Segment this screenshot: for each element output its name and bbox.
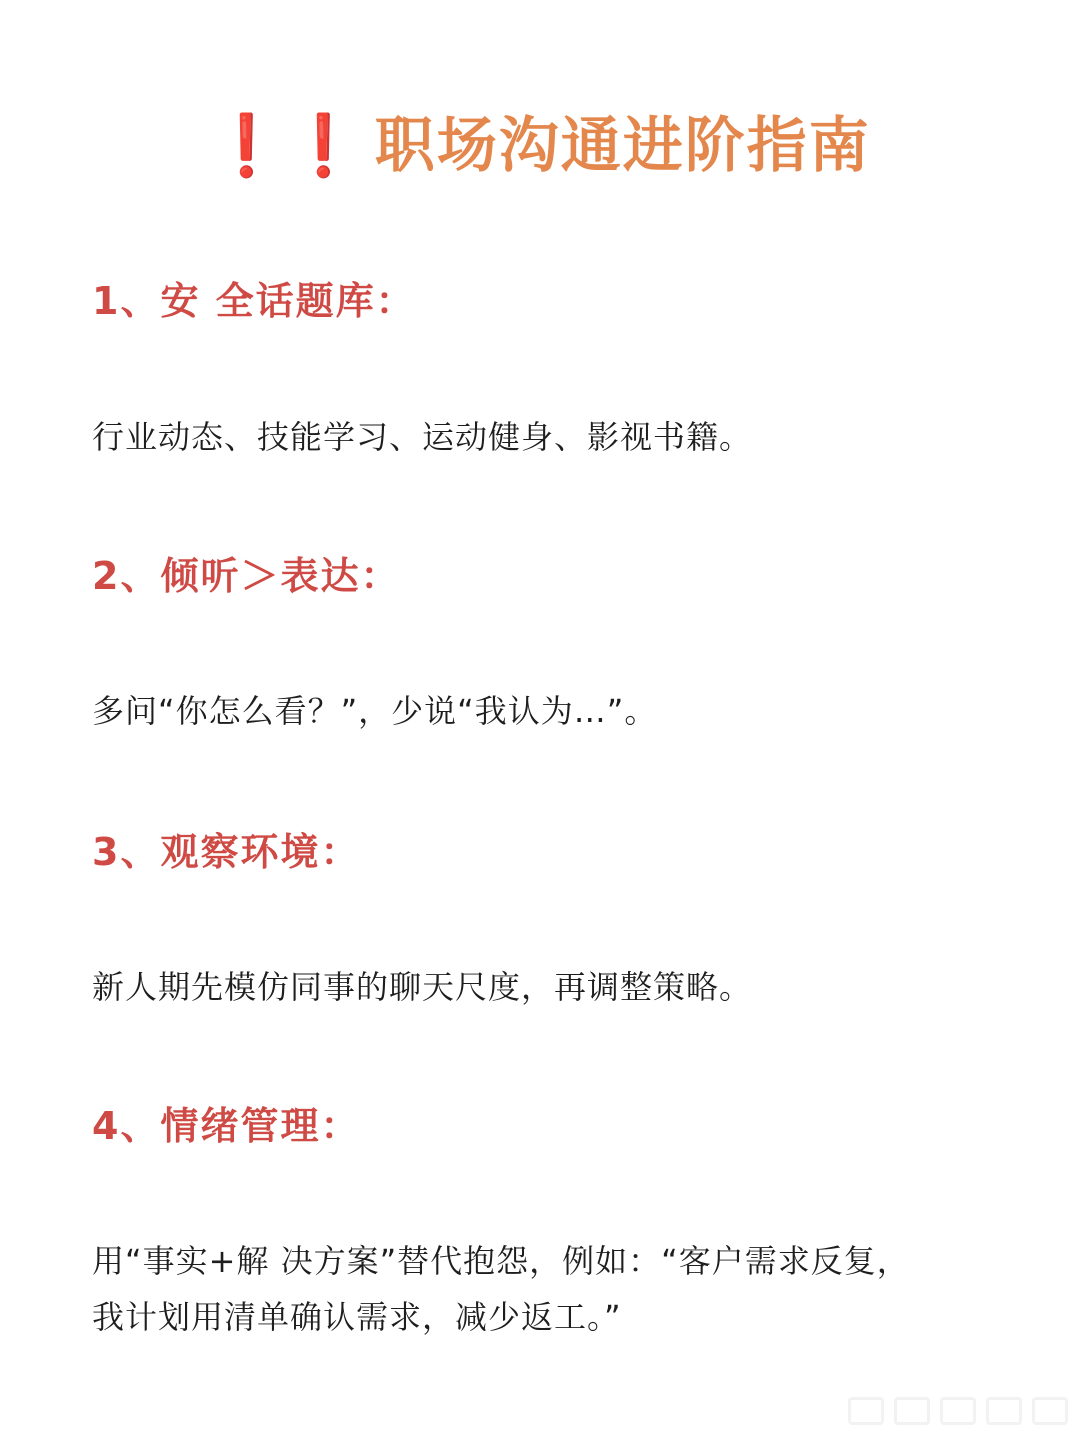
exclamation-icon: ❗❗ bbox=[209, 111, 363, 181]
watermark-glyph bbox=[986, 1397, 1022, 1425]
watermark-glyph bbox=[894, 1397, 930, 1425]
watermark bbox=[848, 1397, 1068, 1425]
watermark-glyph bbox=[940, 1397, 976, 1425]
section-body-1-line-1: 行业动态、技能学习、运动健身、影视书籍。 bbox=[92, 418, 753, 456]
section-heading-1: 1、安 全话题库： bbox=[92, 279, 416, 323]
page-title bbox=[0, 108, 1080, 184]
watermark-glyph bbox=[848, 1397, 884, 1425]
section-heading-2: 2、倾听＞表达： bbox=[92, 554, 401, 598]
section-body-4-line-1: 用“事实+解 决方案”替代抱怨，例如：“客户需求反复， bbox=[92, 1242, 910, 1280]
section-body-3-line-1: 新人期先模仿同事的聊天尺度，再调整策略。 bbox=[92, 968, 753, 1006]
section-body-4-line-2: 我计划用清单确认需求，减少返工。” bbox=[92, 1298, 622, 1336]
watermark-glyph bbox=[1032, 1397, 1068, 1425]
section-body-2-line-1: 多问“你怎么看？”，少说“我认为…”。 bbox=[92, 692, 658, 730]
section-heading-4: 4、情绪管理： bbox=[92, 1104, 361, 1148]
section-heading-3: 3、观察环境： bbox=[92, 830, 361, 874]
page-title-text: 职场沟通进阶指南 bbox=[374, 111, 871, 181]
